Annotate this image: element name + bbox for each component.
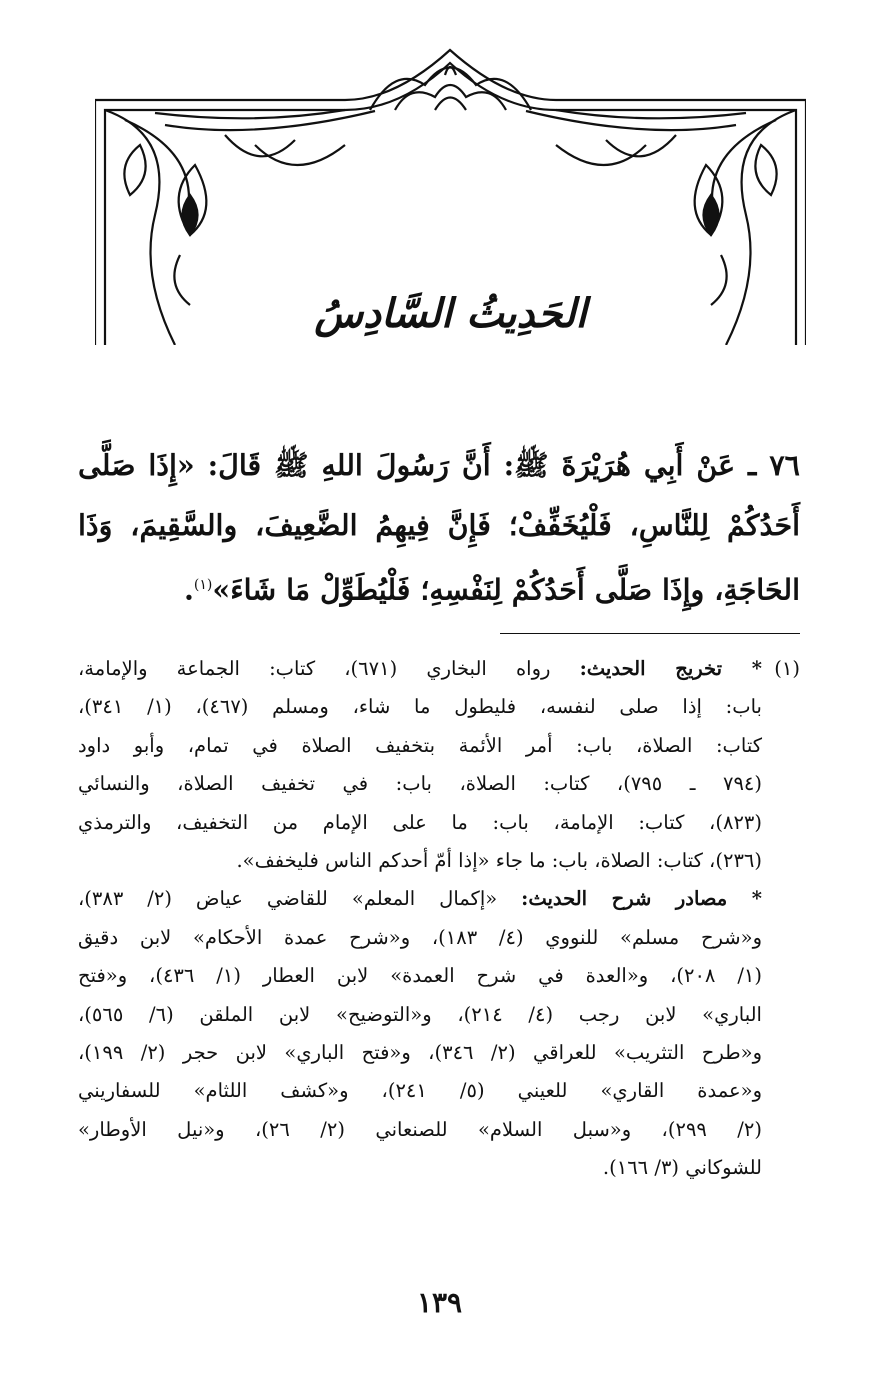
footnote-line — [78, 765, 800, 803]
footnote-text: (٢٣٦)، كتاب: الصلاة، باب: ما جاء «إذا أمّ أحدكم الناس فليخفف». — [236, 849, 762, 873]
chapter-title: الحَدِيثُ السَّادِسُ — [314, 290, 587, 337]
footnote-line — [78, 919, 800, 957]
footnote-text: (١/ ٢٠٨)، و«العدة في شرح العمدة» لابن العطار (١/ ٤٣٦)، و«فتح — [78, 964, 762, 988]
footnote-text: و«شرح مسلم» للنووي (٤/ ١٨٣)، و«شرح عمدة الأحكام» لابن دقيق — [78, 925, 762, 949]
hadith-text — [78, 435, 800, 620]
footnote-reference: (١) — [193, 577, 213, 593]
footnote-text: (٢/ ٢٩٩)، و«سبل السلام» للصنعاني (٢/ ٢٦)، و«نيل الأوطار» — [78, 1117, 762, 1141]
sources-label: * مصادر شرح الحديث: — [521, 887, 762, 911]
footnotes — [78, 650, 800, 1188]
footnote-text: كتاب: الصلاة، باب: أمر الأئمة بتخفيف الصلاة في تمام، وأبو داود — [78, 733, 762, 757]
footnote-line — [78, 1149, 800, 1187]
footnote-line — [78, 957, 800, 995]
footnote-line — [78, 1072, 800, 1110]
footnote-line — [78, 727, 800, 765]
footnote-line — [78, 688, 800, 726]
hadith-number: ٧٦ — [769, 448, 800, 482]
takhrij-label: * تخريج الحديث: — [579, 657, 762, 680]
footnote-text: باب: إذا صلى لنفسه، فليطول ما شاء، ومسلم (٤٦٧)، (١/ ٣٤١)، — [78, 695, 762, 719]
hadith-body: ـ عَنْ أَبِي هُرَيْرَةَ ﷺ: أَنَّ رَسُولَ اللهِ ﷺ قَالَ: «إِذَا صَلَّى أَحَدُكُمْ لِلنَّاسِ، فَلْيُخَفِّفْ؛ فَإِنَّ فِيهِمُ الضَّعِيفَ، والسَّقِيمَ، وَذَا الحَاجَةِ، وإِذَا صَلَّى أَحَدُكُمْ لِنَفْسِهِ؛ فَلْيُطَوِّلْ مَا شَاءَ» — [78, 448, 800, 607]
footnote-text: (٨٢٣)، كتاب: الإمامة، باب: ما على الإمام من التخفيف، والترمذي — [78, 810, 762, 834]
footnote-text: و«عمدة القاري» للعيني (٥/ ٢٤١)، و«كشف اللثام» للسفاريني — [78, 1079, 762, 1103]
footnote-text: «إكمال المعلم» للقاضي عياض (٢/ ٣٨٣)، — [78, 887, 498, 911]
footnote-text: (٧٩٤ ـ ٧٩٥)، كتاب: الصلاة، باب: في تخفيف الصلاة، والنسائي — [78, 772, 762, 796]
hadith-end: . — [183, 572, 194, 607]
page-number: ١٣٩ — [416, 1286, 463, 1319]
footnote-line — [78, 1111, 800, 1149]
footnote-text: الباري» لابن رجب (٤/ ٢١٤)، و«التوضيح» لابن الملقن (٦/ ٥٦٥)، — [78, 1002, 762, 1026]
footnote-line — [78, 650, 800, 688]
footnote-text: للشوكاني (٣/ ١٦٦). — [602, 1156, 762, 1180]
footnote-line — [78, 842, 800, 880]
footnote-line — [78, 1034, 800, 1072]
footnote-text: و«طرح التثريب» للعراقي (٢/ ٣٤٦)، و«فتح الباري» لابن حجر (٢/ ١٩٩)، — [78, 1041, 762, 1065]
footnote-line — [78, 880, 800, 918]
footnote-text: رواه البخاري (٦٧١)، كتاب: الجماعة والإمامة، — [78, 657, 551, 680]
footnote-line — [78, 804, 800, 842]
footnote-line — [78, 996, 800, 1034]
footnote-number: (١) — [774, 657, 800, 680]
footnote-separator — [500, 633, 800, 634]
